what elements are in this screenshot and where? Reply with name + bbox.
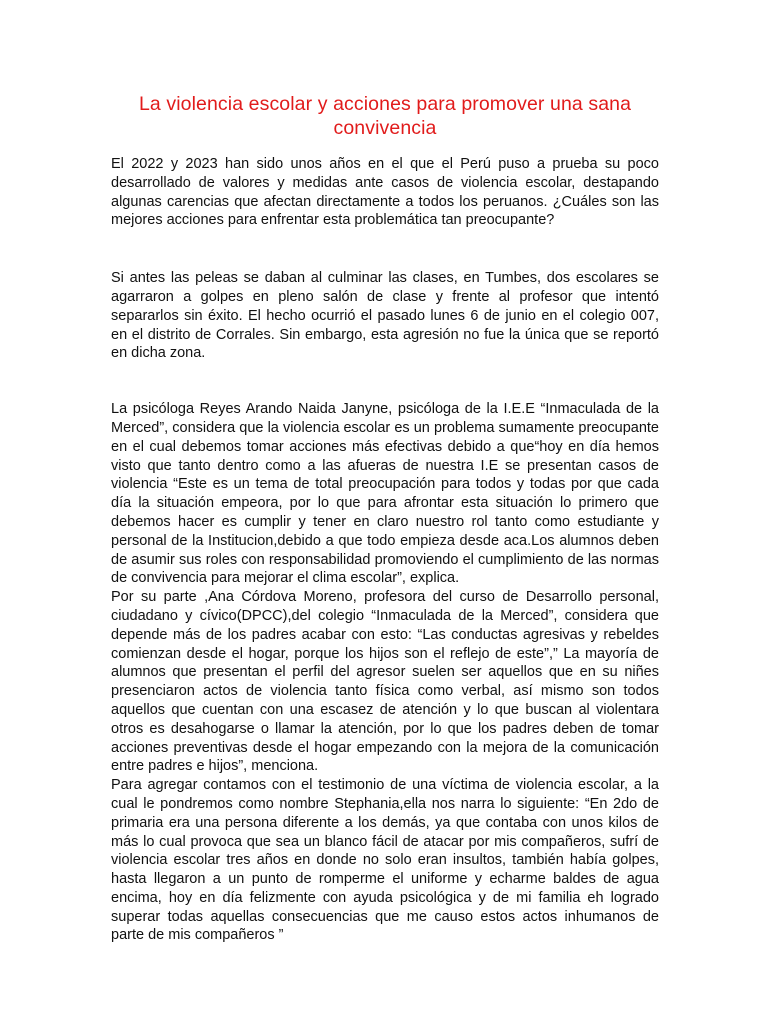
teacher-quote-paragraph: Por su parte ,Ana Córdova Moreno, profesora del curso de Desarrollo personal, ciudadano y cívico(DPCC),del colegio “Inmaculada de la Merced”, considera que depende más de los padres acabar con esto: “Las conductas agresivas y rebeldes comienzan desde el hogar, porque los hijos son el reflejo de este”,” La mayoría de alumnos que presentan el perfil del agresor suelen ser aquellos que en su niñes presenciaron actos de violencia tanto física como verbal, así mismo son todos aquellos que cuentan con una escasez de atención y lo que buscan al violentara otros es desahogarse o llamar la atención, por lo que los padres deben de tomar acciones preventivas desde el hogar empezando con la mejora de la comunicación entre padres e hijos”, menciona. xyxy=(111,589,659,775)
document-page xyxy=(111,92,659,945)
intro-paragraph: El 2022 y 2023 han sido unos años en el que el Perú puso a prueba su poco desarrollado de valores y medidas ante casos de violencia escolar, destapando algunas carencias que afectan directamente a todos los peruanos. ¿Cuáles son las mejores acciones para enfrentar esta problemática tan preocupante? xyxy=(111,156,659,229)
psychologist-quote-paragraph: La psicóloga Reyes Arando Naida Janyne, psicóloga de la I.E.E “Inmaculada de la Merced”, considera que la violencia escolar es un problema sumamente preocupante en el cual debemos tomar acciones más efectivas debido a que“hoy en día hemos visto que tanto dentro como a las afueras de nuestra I.E se presentan casos de violencia “Este es un tema de total preocupación para todos y todas por que cada día la situación empeora, por lo que para afrontar esta situación lo primero que debemos hacer es cumplir y tener en claro nuestro rol tanto como estudiante y personal de la Institucion,debido a que todo empieza desde aca.Los alumnos deben de asumir sus roles con responsabilidad promoviendo el cumplimiento de las normas de convivencia para mejorar el clima escolar”, explica. xyxy=(111,401,659,587)
article-title: La violencia escolar y acciones para promover una sana convivencia xyxy=(138,93,632,139)
tumbes-paragraph: Si antes las peleas se daban al culminar las clases, en Tumbes, dos escolares se agarraron a golpes en pleno salón de clase y frente al profesor que intentó separarlos sin éxito. El hecho ocurrió el pasado lunes 6 de junio en el colegio 007, en el distrito de Corrales. Sin embargo, esta agresión no fue la única que se reportó en dicha zona. xyxy=(111,270,659,362)
victim-testimony-paragraph: Para agregar contamos con el testimonio de una víctima de violencia escolar, a la cual le pondremos como nombre Stephania,ella nos narra lo siguiente: “En 2do de primaria era una persona diferente a los demás, ya que contaba con unos kilos de más lo cual provoca que sea un blanco fácil de atacar por mis compañeros, sufrí de violencia escolar tres años en donde no solo eran insultos, también había golpes, hasta llegaron a un punto de romperme el uniforme y echarme baldes de agua encima, hoy en día felizmente con ayuda psicológica y de mi familia eh logrado superar todas aquellas consecuencias que me causo estos actos inhumanos de parte de mis compañeros ” xyxy=(111,777,659,944)
